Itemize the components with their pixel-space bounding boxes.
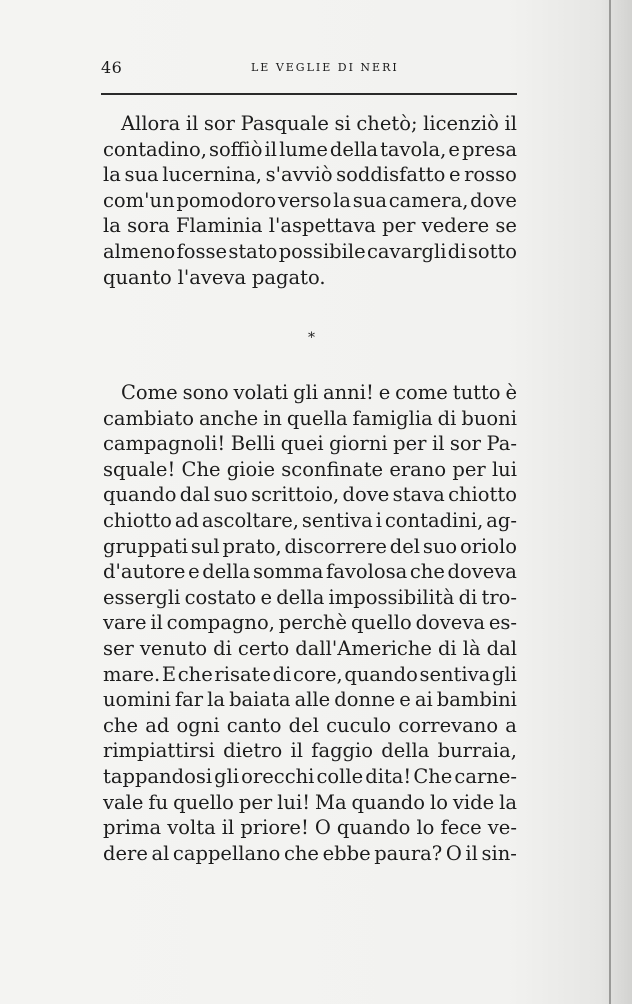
text-line: la sora Flaminia l'aspettava per vedere se — [103, 214, 517, 238]
text-line: d'autore e della somma favolosa che doveva — [103, 560, 517, 584]
text-line: dere al cappellano che ebbe paura? O il sin- — [103, 841, 517, 865]
text-line: essergli costato e della impossibilità di tro- — [103, 585, 517, 609]
running-title: LE VEGLIE DI NERI — [251, 61, 399, 74]
text-line: che ad ogni canto del cuculo correvano a — [103, 713, 517, 737]
text-line: com'un pomodoro verso la sua camera, dove — [103, 188, 517, 212]
text-line: quando dal suo scrittoio, dove stava chiotto — [103, 483, 517, 507]
text-line: gruppati sul prato, discorrere del suo oriolo — [103, 534, 517, 558]
text-line: vare il compagno, perchè quello doveva es- — [103, 611, 517, 635]
page-header — [101, 58, 517, 82]
paragraph-1 — [103, 111, 517, 290]
text-line: cambiato anche in quella famiglia di buoni — [103, 406, 517, 430]
text-line: contadino, soffiò il lume della tavola, e presa — [103, 137, 517, 161]
text-line: ser venuto di certo dall'Americhe di là dal — [103, 636, 517, 660]
text-line: Allora il sor Pasquale si chetò; licenziò il — [121, 112, 517, 135]
text-line: la sua lucernina, s'avviò soddisfatto e rosso — [103, 163, 517, 187]
text-line: chiotto ad ascoltare, sentiva i contadini, ag- — [103, 508, 517, 532]
paragraph-2 — [103, 380, 517, 866]
page-edge — [609, 0, 611, 1004]
page-number: 46 — [101, 58, 123, 77]
text-line: uomini far la baiata alle donne e ai bambini — [103, 688, 517, 712]
text-line: almeno fosse stato possibile cavargli di sotto — [103, 239, 517, 263]
text-line: vale fu quello per lui! Ma quando lo vide la — [103, 790, 517, 814]
text-line: mare. E che risate di core, quando sentiva gli — [103, 662, 517, 686]
text-line: rimpiattirsi dietro il faggio della burraia, — [103, 739, 517, 763]
section-separator: * — [308, 330, 315, 346]
text-line: campagnoli! Belli quei giorni per il sor Pa- — [103, 432, 517, 456]
text-line: Come sono volati gli anni! e come tutto è — [121, 381, 517, 404]
text-line: prima volta il priore! O quando lo fece ve- — [103, 816, 517, 840]
text-line: tappandosi gli orecchi colle dita! Che carne- — [103, 764, 517, 788]
text-line: squale! Che gioie sconfinate erano per lui — [103, 457, 517, 481]
text-line: quanto l'aveva pagato. — [103, 265, 326, 289]
header-rule — [101, 93, 517, 95]
